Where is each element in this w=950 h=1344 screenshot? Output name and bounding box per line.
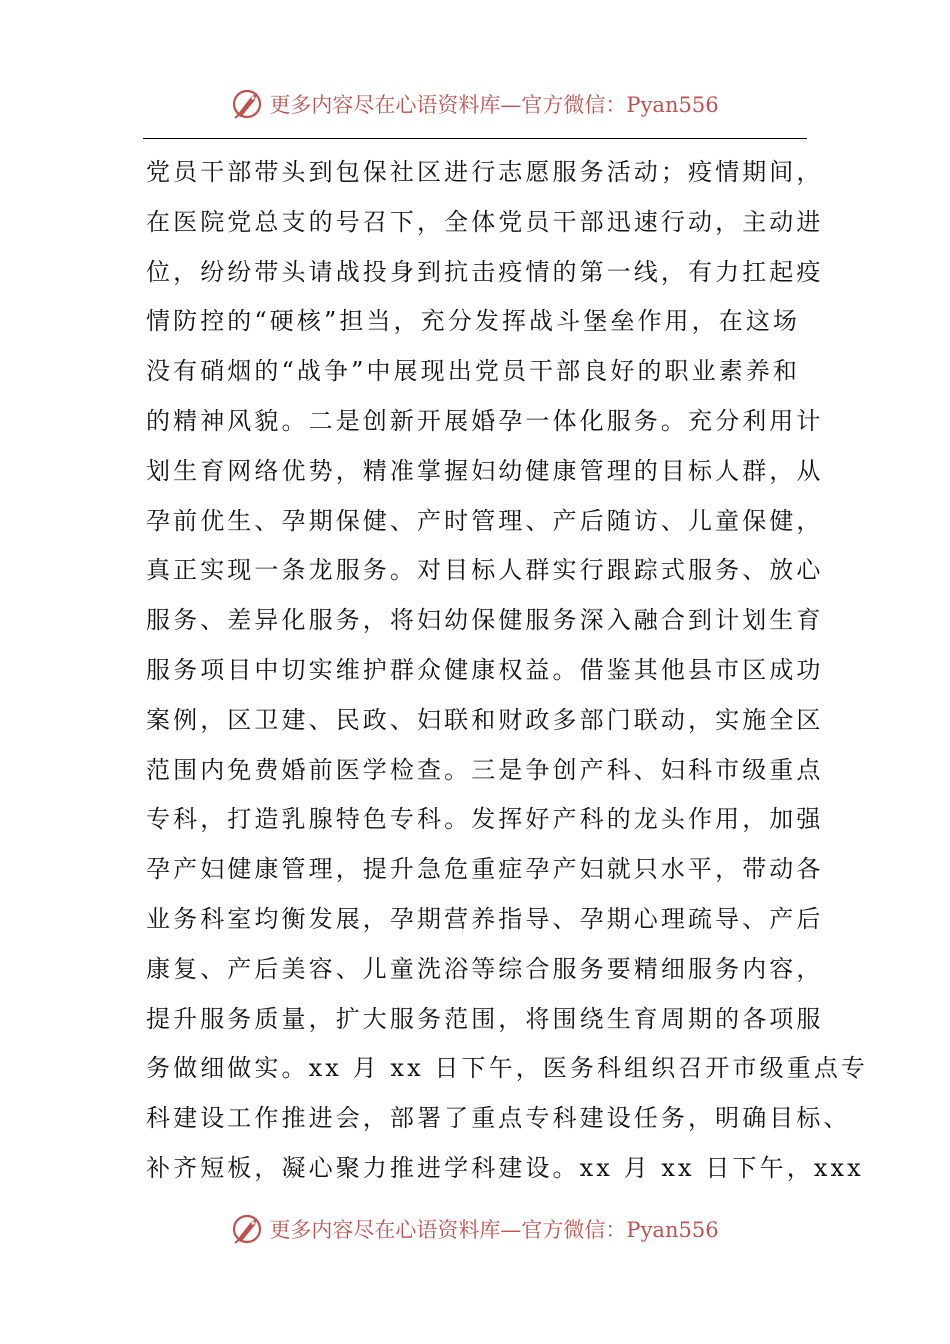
body-line: 专科，打造乳腺特色专科。发挥好产科的龙头作用，加强 bbox=[146, 805, 824, 834]
header-banner bbox=[0, 82, 950, 126]
body-line: 党员干部带头到包保社区进行志愿服务活动；疫情期间， bbox=[146, 158, 824, 186]
pen-nib-circle-icon bbox=[231, 87, 265, 121]
body-line: 的精神风貌。二是创新开展婚孕一体化服务。充分利用计 bbox=[146, 406, 824, 435]
body-line: 服务项目中切实维护群众健康权益。借鉴其他县市区成功 bbox=[146, 655, 824, 684]
footer-banner bbox=[0, 1207, 950, 1251]
body-line: 务做细做实。xx 月 xx 日下午，医务科组织召开市级重点专 bbox=[146, 1054, 869, 1083]
header-banner-text: 更多内容尽在心语资料库—官方微信：Pyan556 bbox=[269, 93, 719, 117]
body-line: 情防控的“硬核”担当，充分发挥战斗堡垒作用，在这场 bbox=[146, 307, 801, 336]
footer-banner-text: 更多内容尽在心语资料库—官方微信：Pyan556 bbox=[269, 1218, 719, 1242]
body-line: 案例，区卫建、民政、妇联和财政多部门联动，实施全区 bbox=[146, 705, 824, 734]
body-line: 孕产妇健康管理，提升急危重症孕产妇就只水平，带动各 bbox=[146, 855, 824, 884]
body-line: 孕前优生、孕期保健、产时管理、产后随访、儿童保健， bbox=[146, 506, 824, 535]
header-divider bbox=[143, 138, 807, 139]
body-line: 范围内免费婚前医学检查。三是争创产科、妇科市级重点 bbox=[146, 755, 824, 784]
body-line: 在医院党总支的号召下，全体党员干部迅速行动，主动进 bbox=[146, 207, 824, 236]
body-line: 没有硝烟的“战争”中展现出党员干部良好的职业素养和 bbox=[146, 357, 801, 386]
body-line: 业务科室均衡发展，孕期营养指导、孕期心理疏导、产后 bbox=[146, 904, 824, 933]
body-line: 服务、差异化服务，将妇幼保健服务深入融合到计划生育 bbox=[146, 606, 824, 635]
body-line: 补齐短板，凝心聚力推进学科建设。xx 月 xx 日下午，xxx bbox=[146, 1153, 864, 1182]
body-line: 划生育网络优势，精准掌握妇幼健康管理的目标人群，从 bbox=[146, 456, 824, 485]
body-line: 康复、产后美容、儿童洗浴等综合服务要精细服务内容， bbox=[146, 954, 824, 983]
body-line: 真正实现一条龙服务。对目标人群实行跟踪式服务、放心 bbox=[146, 556, 824, 585]
body-line: 提升服务质量，扩大服务范围，将围绕生育周期的各项服 bbox=[146, 1004, 824, 1033]
body-line: 位，纷纷带头请战投身到抗击疫情的第一线，有力扛起疫 bbox=[146, 257, 824, 286]
document-body bbox=[146, 148, 869, 1194]
pen-nib-circle-icon bbox=[231, 1212, 265, 1246]
body-line: 科建设工作推进会，部署了重点专科建设任务，明确目标、 bbox=[146, 1104, 851, 1133]
